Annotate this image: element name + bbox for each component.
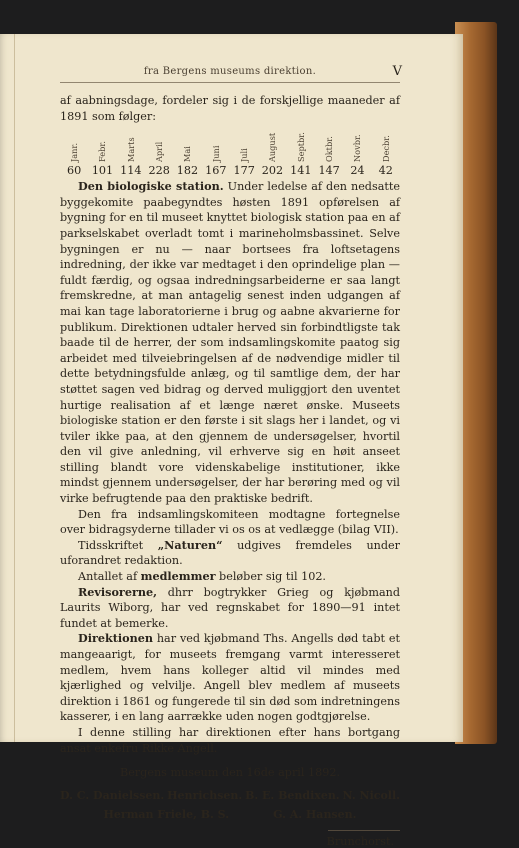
month-count: 202 (261, 164, 284, 178)
journal-name: „Naturen“ (157, 537, 223, 552)
signature: D. C. Danielssen. (60, 789, 165, 803)
month-count: 60 (67, 164, 82, 178)
month-label: Novbr. (352, 134, 363, 163)
journal-paragraph: Tidsskriftet „Naturen“ udgives fremdeles under uforandret redaktion. (60, 537, 400, 568)
intro-line: af aabningsdage, fordeler sig i de forskjellige maaneder af 1891 som følger: (60, 94, 400, 123)
directorate-term: Direktionen (78, 631, 153, 646)
month-label: Marts (125, 137, 136, 163)
book-page (0, 34, 463, 848)
signature: Henrichsen. (167, 789, 243, 803)
month-count: 228 (148, 164, 170, 178)
month-count: 141 (290, 164, 312, 178)
month-count: 101 (91, 164, 114, 178)
station-text: Under ledelse af den nedsatte byggekomite paabegyndtes høsten 1891 opførelsen af bygning for en til museet knyttet biologisk station paa en af parkselskabet overladt tomt i marineholmsbassinet. Selve bygningen er nu — naar bortsees fra loftsetagens indredning, der ikke var medtaget i den oprindelige plan — fuldt færdig, og ogsaa indredningsarbeiderne er saa langt fremskredne, at man antagelig senest inden udgangen af mai kan tage laboratorierne i brug og aabne akvarierne for publikum. Direktionen udtaler herved sin forbindtligste tak baade til de herrer, der som indsamlingskomite paatog sig arbeidet med tilveiebringelsen af de nødvendige midler til dette betydningsfulde anlæg, og til samtlige dem, der har støttet sagen ved bidrag og derved muliggjort den uventet hurtige realisation af et længe næret ønske. Museets biologiske station er den første i sit slags her i landet, og vi tviler ikke paa, at den gjennem de undersøgelser, hvortil den vil give anledning, vil erhverve sig en høit anseet stilling blandt vore videnskabelige institutioner, ikke mindst gjennem undersøgelser, der har berøring med og vil virke befrugtende paa den praktiske bedrift. (60, 180, 400, 506)
contributors-paragraph: Den fra indsamlingskomiteen modtagne fortegnelse over bidragsyderne tillader vi os os at vedlægge (bilag VII). (60, 507, 400, 537)
auditors-paragraph: Revisorerne, dhrr bogtrykker Grieg og kjøbmand Laurits Wiborg, har ved regnskabet for 1890—91 intet fundet at bemerke. (60, 584, 400, 630)
visitor-counts-row (60, 164, 400, 177)
page-header (60, 64, 400, 80)
station-paragraph (60, 179, 400, 506)
signature: G. A. Hansen. (273, 808, 357, 822)
signature: B. E. Bendixen. (245, 789, 340, 803)
month-label: Septbr. (295, 132, 306, 163)
signature: N. Nicoll. (342, 789, 400, 803)
month-label: Oktbr. (324, 136, 335, 163)
members-term: medlemmer (140, 569, 216, 584)
signatures-row-1 (60, 786, 400, 805)
closing-date: Bergens museum den 16de april 1892. (119, 766, 341, 780)
month-label: August (267, 132, 278, 163)
month-count: 42 (378, 164, 393, 178)
month-count: 177 (233, 164, 255, 178)
auditors-term: Revisorerne, (78, 584, 157, 599)
month-count: 147 (318, 164, 340, 178)
closing-rule (328, 830, 400, 831)
header-rule (60, 82, 400, 83)
members-paragraph: Antallet af medlemmer beløber sig til 102. (78, 569, 326, 584)
page-gutter-line (14, 34, 15, 742)
running-title: fra Bergens museums direktion. (143, 66, 317, 77)
month-label: Febr. (97, 141, 108, 163)
month-label: Mai (182, 146, 193, 163)
signatures-row-2 (60, 805, 400, 824)
month-label: Decbr. (380, 135, 391, 163)
month-label: Juli (239, 148, 250, 163)
month-label: Janr. (69, 143, 80, 163)
month-label: April (154, 141, 165, 163)
month-count: 114 (120, 164, 142, 178)
directorate-paragraph: Direktionen har ved kjøbmand Ths. Angells død tabt et mangeaarigt, for museets fremgang varmt interesseret medlem, hvem hans kolleger altid vil mindes med kjærlighed og velvilje. Angell blev medlem af museets direktion i 1861 og fungerede til sin død som indretningens kasserer, i en lang aarrække uden nogen godtgjørelse. (60, 631, 400, 724)
page-text (60, 64, 400, 848)
month-label: Juni (210, 145, 221, 163)
month-header-row (60, 128, 400, 162)
final-signature: Brunchorst. (326, 835, 394, 848)
position-paragraph: I denne stilling har direktionen efter hans bortgang ansat enkefru Rikke Angell. (60, 725, 400, 755)
month-count: 167 (205, 164, 227, 178)
station-heading: Den biologiske station. (78, 179, 224, 194)
page-number: V (392, 64, 402, 79)
signature: Herman Friele, B. S. (103, 808, 230, 822)
month-count: 24 (350, 164, 365, 178)
month-count: 182 (176, 164, 199, 178)
